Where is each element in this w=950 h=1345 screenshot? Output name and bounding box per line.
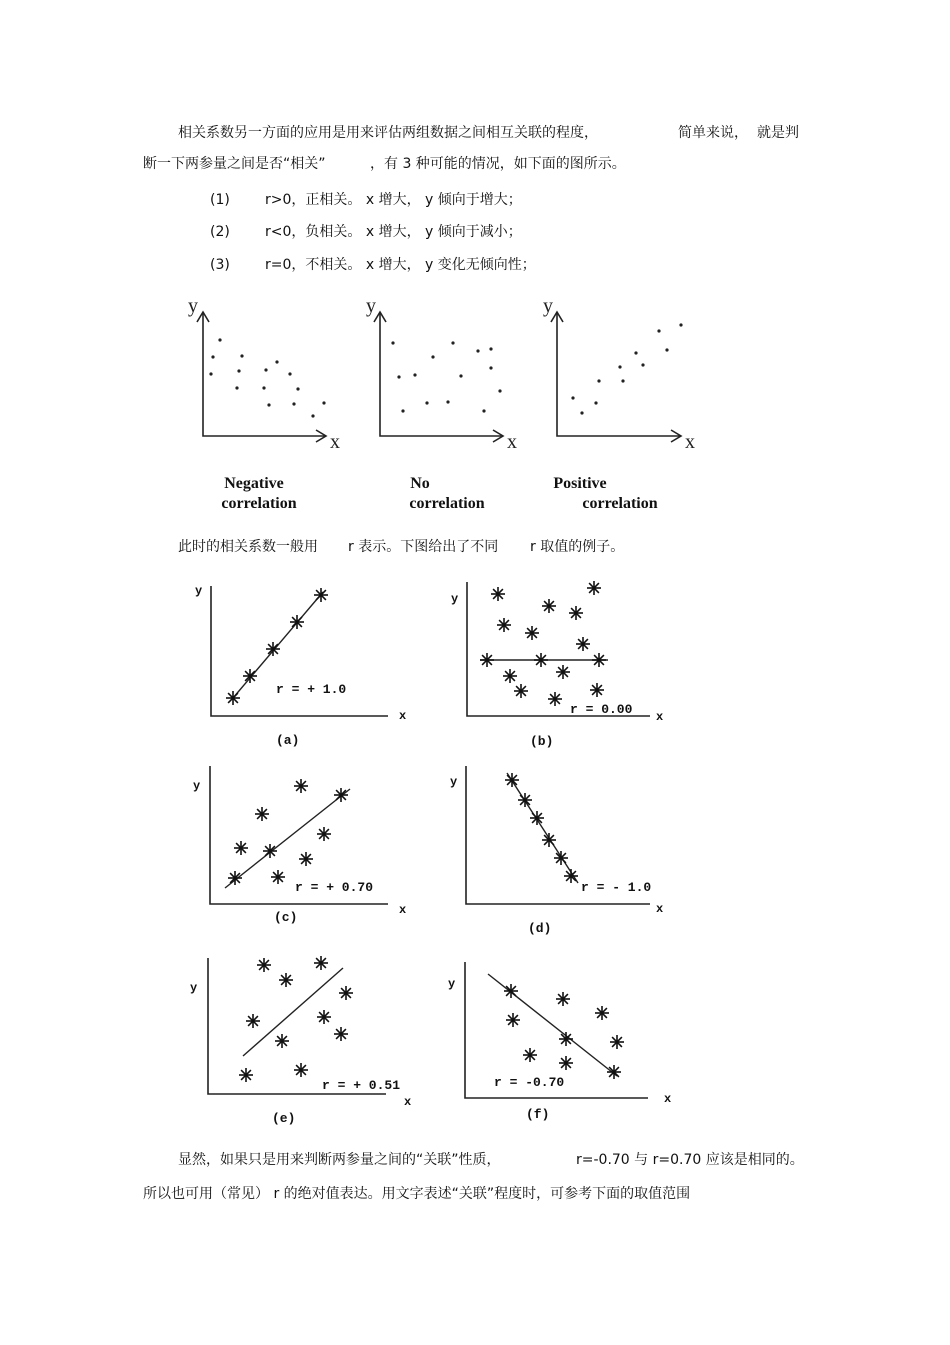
asterisk-marker: [491, 587, 505, 601]
no-label-line-2: correlation: [409, 495, 485, 512]
r-value-label: r = 0.00: [570, 702, 633, 717]
list-item-2-text: r<0，负相关。 x 增大， y 倾向于减小；: [265, 224, 522, 240]
panel-caption: (c): [274, 910, 298, 925]
asterisk-marker: [523, 1048, 537, 1062]
asterisk-marker: [314, 956, 328, 970]
r-value-label: r = -0.70: [494, 1075, 565, 1090]
asterisk-marker: [525, 626, 539, 640]
list-item-3-num: (3): [210, 257, 230, 273]
x-axis-label: x: [330, 431, 340, 453]
asterisk-marker: [234, 841, 248, 855]
asterisk-marker: [339, 986, 353, 1000]
paragraph-1-line-1a: 相关系数另一方面的应用是用来评估两组数据之间相互关联的程度，: [178, 125, 598, 141]
r-value-label: r = + 0.51: [322, 1078, 401, 1093]
paragraph-2b: r 表示。下图给出了不同: [348, 539, 499, 555]
asterisk-marker: [534, 653, 548, 667]
y-axis-label: y: [193, 779, 201, 793]
asterisk-marker: [226, 691, 240, 705]
x-axis-label: x: [685, 431, 695, 453]
asterisk-marker: [266, 642, 280, 656]
x-axis-label: x: [507, 431, 517, 453]
panel-caption: (b): [530, 734, 554, 749]
asterisk-marker: [556, 665, 570, 679]
y-axis-label: y: [366, 295, 376, 317]
negative-label-line-2: correlation: [221, 495, 297, 512]
asterisk-marker: [480, 653, 494, 667]
asterisk-marker: [334, 1027, 348, 1041]
asterisk-marker: [299, 852, 313, 866]
panel-f: [448, 962, 671, 1122]
asterisk-marker: [246, 1014, 260, 1028]
asterisk-marker: [587, 581, 601, 595]
asterisk-marker: [592, 653, 606, 667]
asterisk-markers: [480, 581, 606, 706]
asterisk-marker: [542, 599, 556, 613]
list-item-3-text: r=0，不相关。 x 增大， y 变化无倾向性；: [265, 257, 536, 273]
asterisk-marker: [542, 833, 556, 847]
y-axis-label: y: [450, 775, 458, 789]
x-axis-label: x: [399, 903, 407, 917]
asterisk-marker: [271, 870, 285, 884]
y-axis-label: y: [195, 584, 203, 598]
asterisk-marker: [506, 1013, 520, 1027]
y-axis-label: y: [190, 981, 198, 995]
asterisk-marker: [554, 851, 568, 865]
asterisk-marker: [505, 773, 519, 787]
asterisk-marker: [559, 1032, 573, 1046]
r-value-label: r = + 0.70: [295, 880, 374, 895]
r-value-label: r = + 1.0: [276, 682, 347, 697]
asterisk-marker: [228, 871, 242, 885]
paragraph-1-line-2: 断一下两参量之间是否“相关”: [143, 156, 326, 172]
list-item-1-text: r>0，正相关。 x 增大， y 倾向于增大；: [265, 192, 522, 208]
panel-b: [451, 581, 663, 749]
asterisk-marker: [257, 958, 271, 972]
asterisk-marker: [607, 1065, 621, 1079]
asterisk-marker: [576, 637, 590, 651]
panel-caption: (f): [526, 1107, 550, 1122]
paragraph-4: 所以也可用（常见） r 的绝对值表达。用文字表述“关联”程度时，可参考下面的取值范围: [143, 1186, 691, 1202]
panel-caption: (e): [272, 1111, 296, 1126]
asterisk-markers: [228, 779, 348, 885]
asterisk-markers: [504, 984, 624, 1079]
asterisk-marker: [530, 811, 544, 825]
panel-d: [450, 766, 663, 936]
paragraph-3a: 显然，如果只是用来判断两参量之间的“关联”性质，: [178, 1152, 501, 1168]
y-axis-label: y: [451, 592, 459, 606]
panel-a: [195, 584, 406, 748]
asterisk-marker: [564, 869, 578, 883]
y-axis-label: y: [188, 295, 198, 317]
no-label-line-1: No: [410, 475, 430, 492]
panel-caption: (a): [276, 733, 300, 748]
list-item-2-num: (2): [210, 224, 230, 240]
asterisk-marker: [263, 844, 277, 858]
asterisk-marker: [294, 779, 308, 793]
asterisk-marker: [314, 588, 328, 602]
asterisk-marker: [548, 692, 562, 706]
negative-label-line-1: Negative: [224, 475, 284, 492]
asterisk-marker: [518, 793, 532, 807]
panel-caption: (d): [528, 921, 552, 936]
y-axis-label: y: [448, 977, 456, 991]
asterisk-marker: [243, 669, 257, 683]
asterisk-marker: [275, 1034, 289, 1048]
paragraph-2a: 此时的相关系数一般用: [178, 539, 318, 555]
asterisk-marker: [590, 683, 604, 697]
asterisk-marker: [317, 827, 331, 841]
asterisk-marker: [514, 684, 528, 698]
y-axis-label: y: [543, 295, 553, 317]
asterisk-marker: [294, 1063, 308, 1077]
r-value-label: r = - 1.0: [581, 880, 652, 895]
asterisk-marker: [279, 973, 293, 987]
x-axis-label: x: [664, 1092, 672, 1106]
x-axis-label: x: [656, 710, 664, 724]
asterisk-marker: [556, 992, 570, 1006]
positive-label-line-2: correlation: [582, 495, 658, 512]
paragraph-1-line-1c: 就是判: [757, 125, 799, 141]
paragraph-2c: r 取值的例子。: [530, 539, 625, 555]
asterisk-marker: [503, 669, 517, 683]
asterisk-marker: [595, 1006, 609, 1020]
x-axis-label: x: [656, 902, 664, 916]
asterisk-marker: [239, 1068, 253, 1082]
asterisk-marker: [610, 1035, 624, 1049]
asterisk-marker: [290, 615, 304, 629]
asterisk-marker: [569, 606, 583, 620]
panel-e: [190, 956, 411, 1126]
x-axis-label: x: [404, 1095, 412, 1109]
asterisk-marker: [334, 788, 348, 802]
list-item-1-num: (1): [210, 192, 230, 208]
asterisk-marker: [559, 1056, 573, 1070]
asterisk-marker: [504, 984, 518, 998]
x-axis-label: x: [399, 709, 407, 723]
panel-c: [193, 766, 406, 925]
paragraph-1-line-1b: 简单来说，: [678, 125, 748, 141]
asterisk-marker: [497, 618, 511, 632]
asterisk-marker: [317, 1010, 331, 1024]
asterisk-marker: [255, 807, 269, 821]
paragraph-3b: r=-0.70 与 r=0.70 应该是相同的。: [576, 1152, 804, 1168]
positive-label-line-1: Positive: [553, 475, 607, 492]
paragraph-1-line-2b: ，有 3 种可能的情况，如下面的图所示。: [370, 156, 626, 172]
